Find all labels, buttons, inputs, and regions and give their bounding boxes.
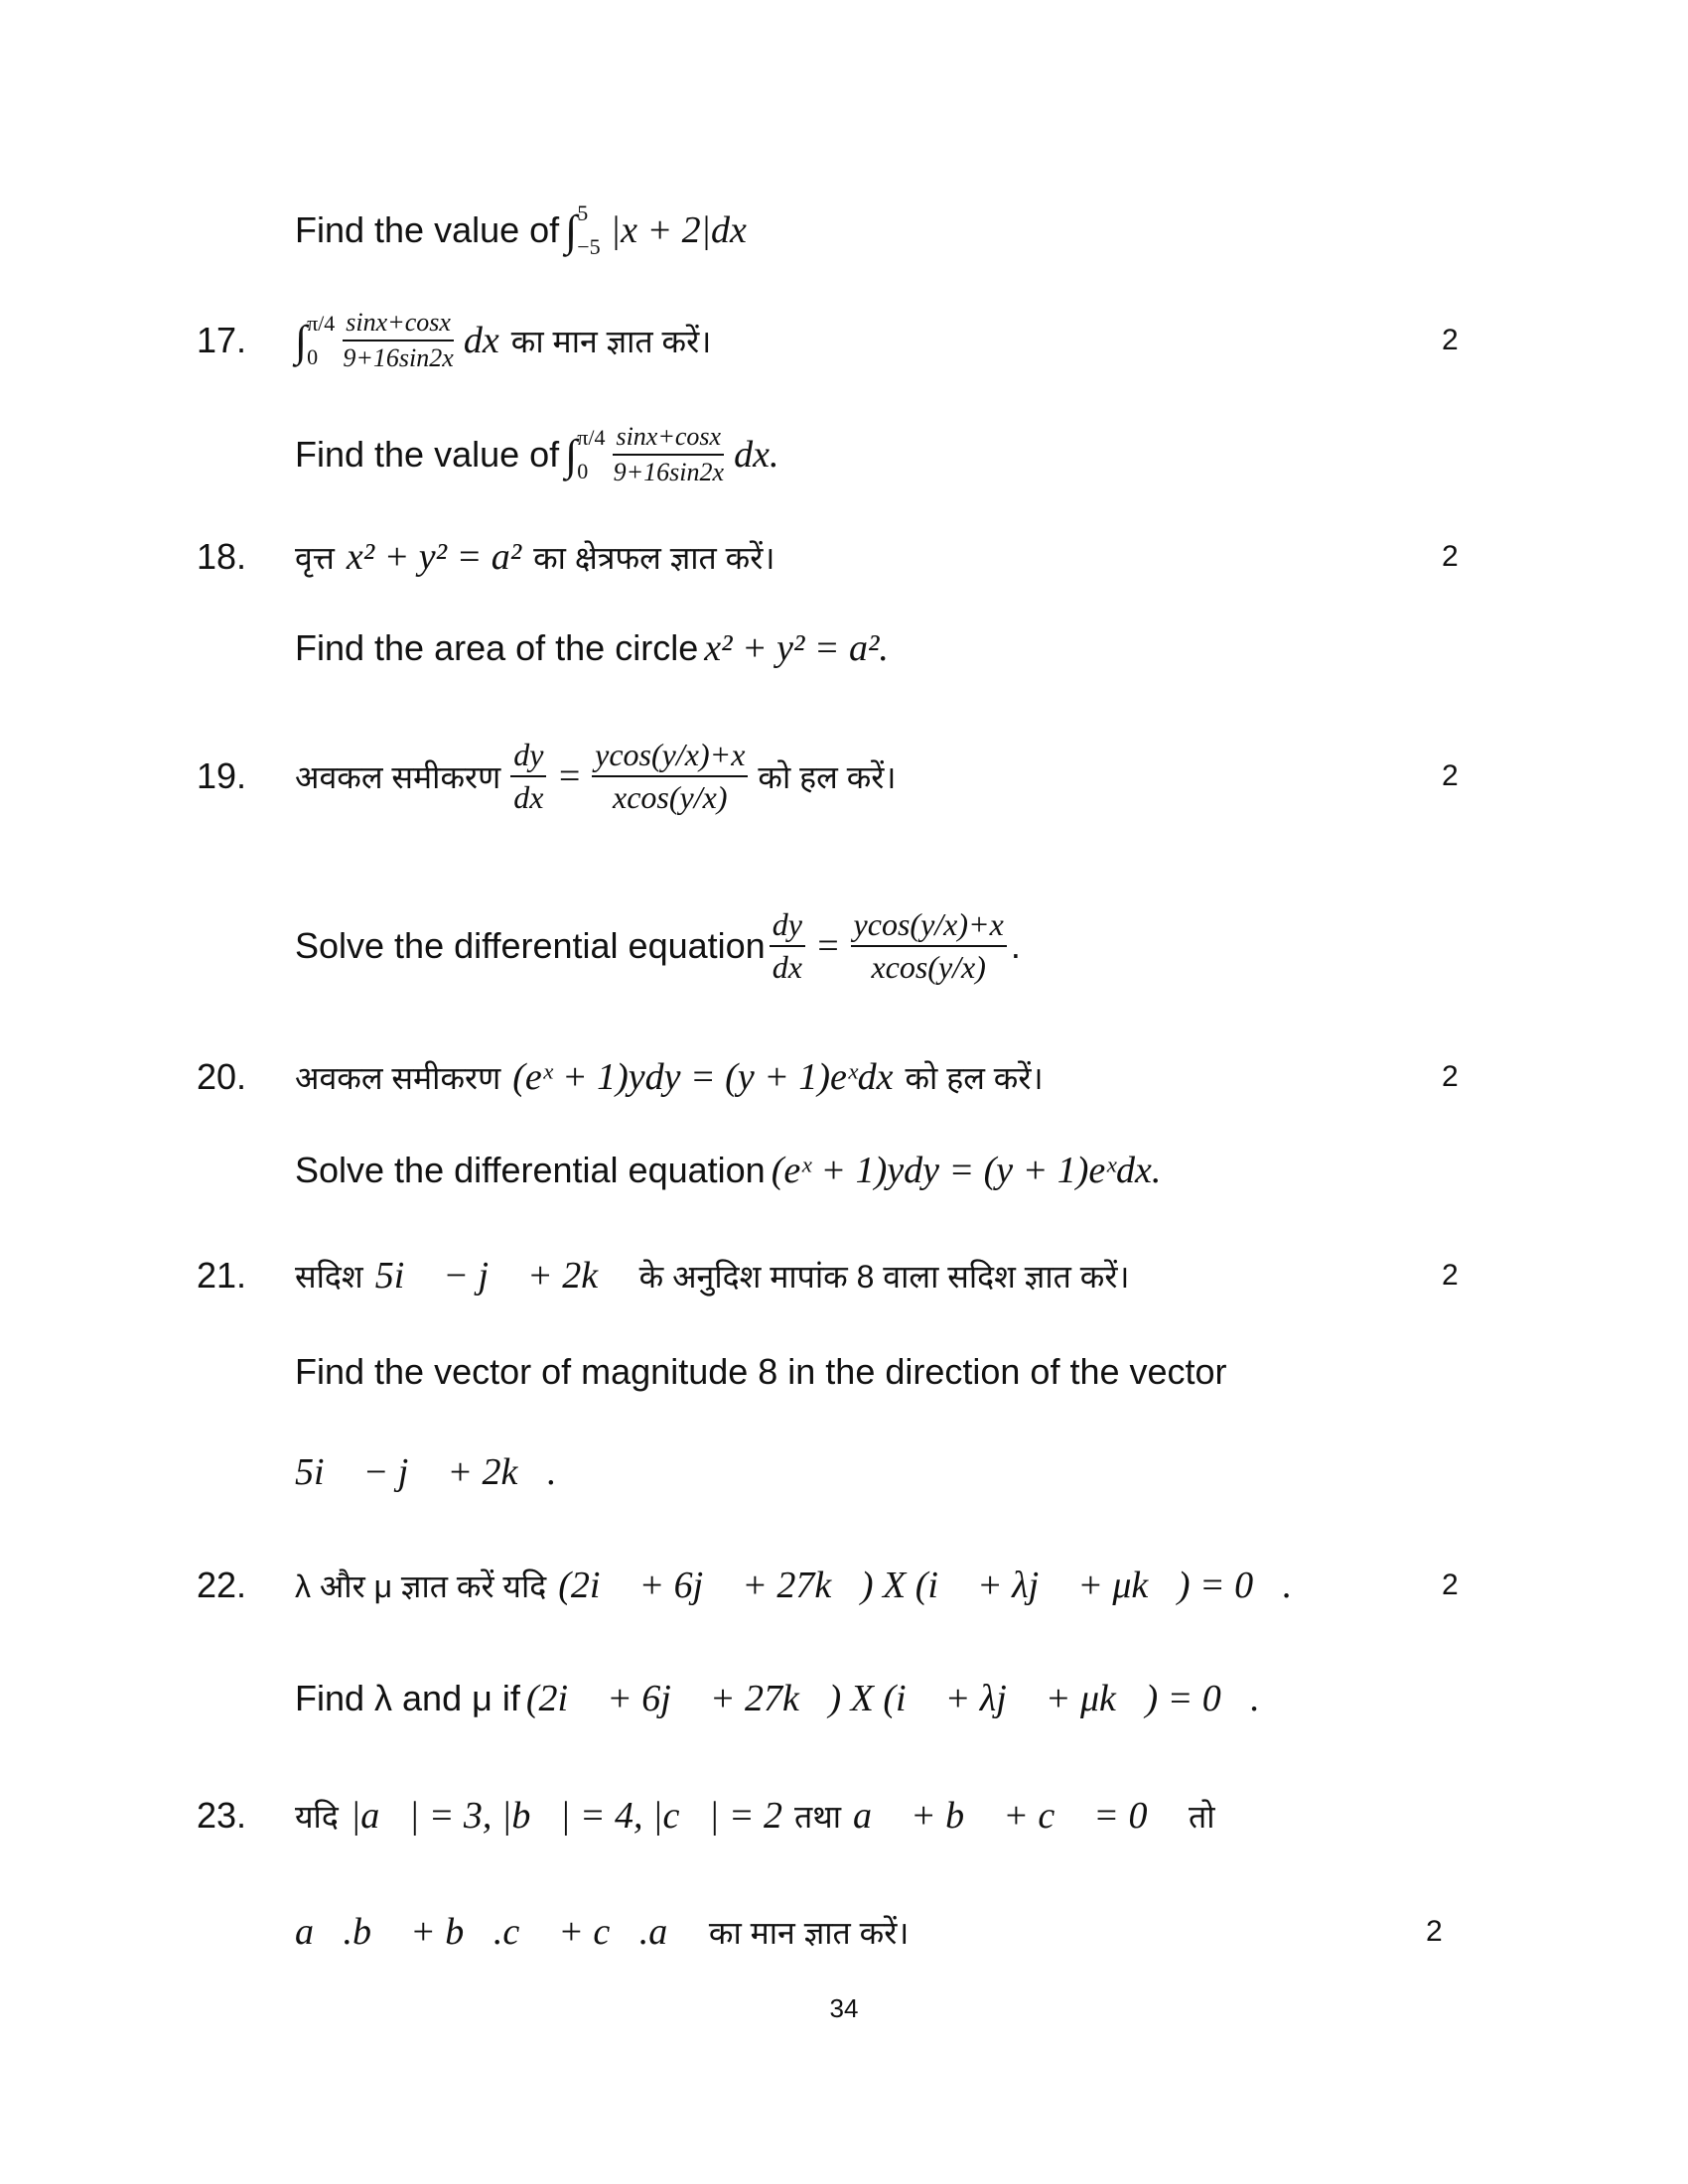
math-expr: x² + y² = a²: [346, 536, 522, 578]
q22-text: Find λ and μ if: [295, 1678, 520, 1718]
math-expr: (2i⃗ + 6j⃗ + 27k⃗) X (i⃗ + λj⃗ + μk⃗) = 0⃗.: [525, 1678, 1260, 1719]
denominator: 9+16sin2x: [343, 343, 454, 372]
q20-text: Solve the differential equation: [295, 1150, 766, 1190]
math-expr: 5i⃗ − j⃗ + 2k⃗: [374, 1255, 628, 1297]
q23-hindi-line2: [295, 1902, 914, 1962]
q19-text: Solve the differential equation: [295, 925, 766, 966]
hindi-text: λ और μ ज्ञात करें यदि: [295, 1568, 547, 1604]
page-number: 34: [829, 1993, 859, 2023]
denominator: xcos(y/x): [613, 779, 728, 815]
question-number: 18.: [197, 536, 247, 577]
q19-hindi: [295, 737, 903, 815]
math-expr: a⃗.b⃗ + b⃗.c⃗ + c⃗.a⃗: [295, 1911, 697, 1953]
fraction: [343, 308, 454, 373]
upper-limit: π/4: [577, 425, 606, 450]
numerator: ycos(y/x)+x: [592, 737, 748, 777]
upper-limit: π/4: [307, 311, 336, 336]
marks: 2: [1442, 1259, 1459, 1292]
q16-english: [295, 201, 753, 260]
hindi-text: यदि: [295, 1798, 339, 1835]
integral-limits: [307, 311, 335, 370]
q22-english: [295, 1669, 1266, 1728]
marks: 2: [1442, 540, 1459, 573]
q20-hindi: [295, 1047, 1050, 1107]
q16-text: Find the value of: [295, 209, 560, 250]
q23-hindi-line1: [295, 1786, 1221, 1845]
fraction: [613, 422, 724, 487]
integral-sign: ∫: [565, 430, 578, 479]
q16-integrand: |x + 2|dx: [610, 209, 747, 251]
math-expr: a⃗ + b⃗ + c⃗ = 0⃗: [852, 1795, 1178, 1837]
math-expr: (2i⃗ + 6j⃗ + 27k⃗) X (i⃗ + λj⃗ + μk⃗) = 0⃗.: [558, 1565, 1293, 1606]
math-expr: x² + y² = a².: [704, 627, 889, 669]
denominator: 9+16sin2x: [613, 458, 724, 486]
fraction-dy-dx: [770, 906, 805, 986]
hindi-text: का क्षेत्रफल ज्ञात करें।: [533, 539, 775, 576]
marks: 2: [1442, 759, 1459, 792]
q19-english: [295, 906, 1021, 985]
q18-english: [295, 618, 895, 678]
math-expr: (eˣ + 1)ydy = (y + 1)eˣdx: [512, 1056, 894, 1098]
math-expr: |a⃗| = 3, |b⃗| = 4, |c⃗| = 2: [350, 1795, 782, 1837]
hindi-text: के अनुदिश मापांक 8 वाला सदिश ज्ञात करें।: [638, 1258, 1130, 1295]
marks: 2: [1426, 1915, 1443, 1948]
denominator: dx: [513, 779, 544, 815]
marks: 2: [1442, 324, 1459, 356]
integral-limits: [577, 425, 605, 484]
numerator: dy: [510, 737, 546, 777]
math-expr: 5i⃗ − j⃗ + 2k⃗.: [295, 1451, 557, 1493]
q18-text: Find the area of the circle: [295, 627, 699, 668]
hindi-text: तो: [1189, 1798, 1215, 1835]
hindi-text: वृत्त: [295, 539, 335, 576]
equals: =: [556, 755, 583, 797]
q18-hindi: [295, 527, 780, 587]
denominator: xcos(y/x): [871, 949, 986, 985]
q21-english-line1: Find the vector of magnitude 8 in the direction of the vector: [295, 1351, 1227, 1392]
question-number: 22.: [197, 1565, 247, 1605]
question-number: 17.: [197, 320, 247, 360]
numerator: ycos(y/x)+x: [851, 906, 1007, 947]
hindi-text: को हल करें।: [758, 758, 897, 795]
integral-sign: ∫: [565, 205, 578, 255]
q17-hindi-text: का मान ज्ञात करें।: [510, 323, 712, 359]
lower-limit: −5: [577, 234, 601, 259]
q21-english-line2: [295, 1442, 562, 1502]
hindi-text: को हल करें।: [905, 1059, 1044, 1096]
integral-limits: [577, 201, 600, 260]
hindi-text: अवकल समीकरण: [295, 758, 501, 795]
equals: =: [814, 925, 841, 967]
dx: dx.: [734, 434, 779, 476]
question-number: 20.: [197, 1056, 247, 1097]
q20-english: [295, 1141, 1167, 1200]
hindi-text: का मान ज्ञात करें।: [708, 1914, 910, 1951]
numerator: sinx+cosx: [613, 422, 724, 456]
hindi-text: सदिश: [295, 1258, 363, 1295]
q17-text: Find the value of: [295, 434, 560, 475]
q22-hindi: [295, 1556, 1298, 1615]
hindi-text: अवकल समीकरण: [295, 1059, 501, 1096]
integral-sign: ∫: [295, 316, 308, 365]
lower-limit: 0: [577, 459, 589, 483]
dx: dx: [463, 320, 499, 361]
period: .: [1010, 925, 1021, 966]
question-number: 21.: [197, 1255, 247, 1296]
upper-limit: 5: [577, 201, 589, 225]
numerator: dy: [770, 906, 805, 947]
question-number: 19.: [197, 755, 247, 796]
q17-hindi: [295, 308, 717, 372]
q21-hindi: [295, 1246, 1136, 1305]
numerator: sinx+cosx: [343, 308, 454, 341]
math-expr: (eˣ + 1)ydy = (y + 1)eˣdx.: [771, 1150, 1162, 1191]
question-number: 23.: [197, 1795, 247, 1836]
fraction-rhs: [592, 737, 748, 816]
lower-limit: 0: [307, 344, 319, 369]
fraction-rhs: [851, 906, 1007, 986]
marks: 2: [1442, 1569, 1459, 1601]
marks: 2: [1442, 1060, 1459, 1093]
denominator: dx: [772, 949, 802, 985]
hindi-text: तथा: [794, 1798, 841, 1835]
fraction-dy-dx: [510, 737, 546, 816]
q17-english: [295, 422, 784, 486]
